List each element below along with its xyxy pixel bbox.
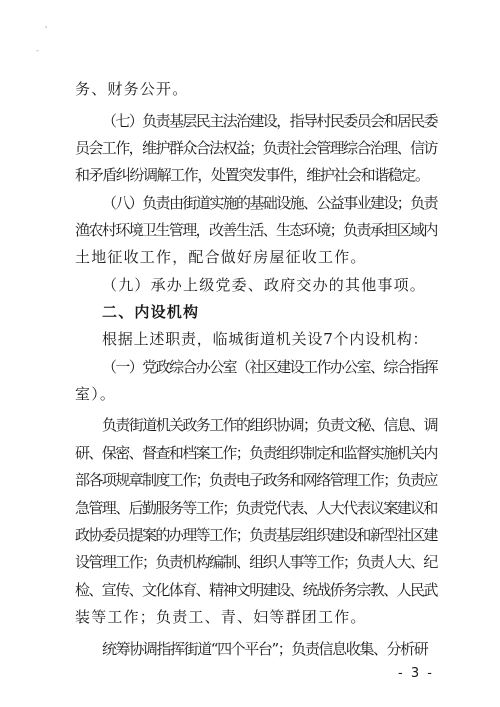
- paragraph-line: 和矛盾纠纷调解工作，处置突发事件，维护社会和谐稳定。: [75, 166, 429, 184]
- paragraph-line: 负责街道机关政务工作的组织协调；负责文秘、信息、调: [102, 416, 438, 434]
- paragraph-line: 设管理工作；负责机构编制、组织人事等工作；负责人大、纪: [75, 553, 437, 571]
- scan-mark: -: [36, 46, 39, 55]
- paragraph-line: （八）负责由街道实施的基础设施、公益事业建设；负责: [102, 194, 438, 212]
- section-heading: 二、内设机构: [102, 303, 200, 321]
- paragraph-line: 检、宣传、文化体育、精神文明建设、统战侨务宗教、人民武: [75, 581, 437, 599]
- paragraph-line: 员会工作，维护群众合法权益；负责社会管理综合治理、信访: [75, 139, 437, 157]
- scan-mark: `: [44, 26, 49, 37]
- paragraph-line: 部各项规章制度工作；负责电子政务和网络管理工作；负责应: [75, 471, 437, 489]
- paragraph-line: 渔农村环境卫生管理，改善生活、生态环境；负责承担区域内: [75, 221, 437, 239]
- paragraph-line: （一）党政综合办公室（社区建设工作办公室、综合指挥: [102, 358, 438, 376]
- paragraph-line: 政协委员提案的办理等工作；负责基层组织建设和新型社区建: [75, 526, 437, 544]
- paragraph-line: 统筹协调指挥街道“四个平台”；负责信息收集、分析研: [102, 640, 428, 658]
- paragraph-line: 装等工作；负责工、青、妇等群团工作。: [75, 608, 367, 626]
- paragraph-line: 务、财务公开。: [75, 80, 189, 98]
- paragraph-line: 急管理、后勤服务等工作；负责党代表、人大代表议案建议和: [75, 499, 437, 517]
- paragraph-line: （九）承办上级党委、政府交办的其他事项。: [102, 276, 427, 294]
- paragraph-line: 土地征收工作，配合做好房屋征收工作。: [75, 248, 367, 266]
- paragraph-line: 研、保密、督查和档案工作；负责组织制定和监督实施机关内: [75, 444, 437, 462]
- paragraph-line: 室）。: [75, 385, 117, 403]
- page-number: - 3 -: [398, 666, 434, 681]
- paragraph-line: 根据上述职责，临城街道机关设7个内设机构：: [102, 330, 429, 348]
- paragraph-line: （七）负责基层民主法治建设，指导村民委员会和居民委: [102, 112, 438, 130]
